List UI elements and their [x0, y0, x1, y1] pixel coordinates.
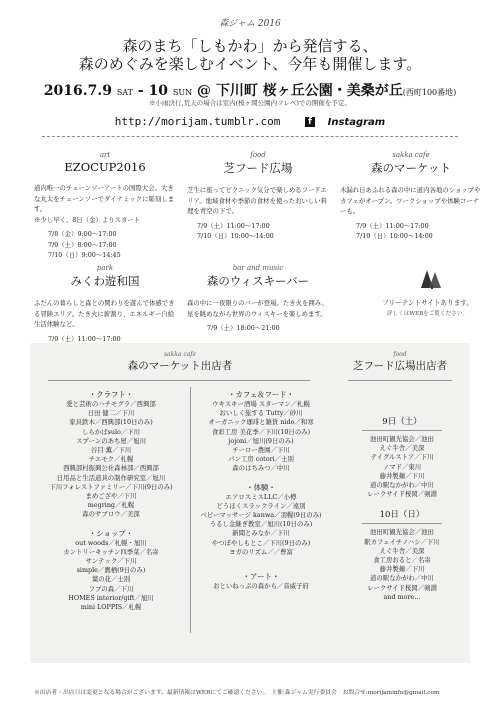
exhibitor-item: オーガニック珈琲と雑貨 nido／和寒 [208, 418, 314, 427]
exhibitor-item: 日用品と生活道具の制作研究室／旭川 [56, 473, 166, 482]
market-exhibitors-category: sakka cafe [163, 351, 197, 358]
exhibitor-item: やつぼやしもとこ／下川(9日のみ) [211, 538, 311, 547]
exhibitor-item: 家具鉄木／西興部(10日のみ) [69, 418, 153, 427]
craft-list [36, 400, 186, 520]
market-title-rule [48, 380, 310, 381]
section-title: みくわ遊和国 [70, 274, 140, 288]
date-sun: SUN [172, 88, 193, 97]
section-description: 芝生に座ってピクニック気分で楽しめるフードエリア。地域食材や季節の食材を使ったおいしい料理を青空の下で。 [187, 186, 328, 215]
day9-list [338, 435, 466, 499]
section-category: bar and music [232, 264, 284, 272]
day9-rule [362, 430, 442, 431]
footer-note: ※出店者・出店日は変更となる場合がございます。最新情報はWEBにてご確認ください。 主催:森ジャム実行委員会 お問合せ:morijaminfo@gmail.com [34, 690, 440, 696]
exhibitor-item: サンテック／下川 [85, 557, 137, 566]
free-tent-web: 詳しくはWEBをご覧ください。 [386, 311, 469, 317]
market-left-column [36, 389, 186, 612]
craft-heading: ・クラフト・ [88, 390, 134, 399]
date-main: 2016.7.9 [43, 83, 112, 99]
food-exhibitors-category: food [393, 351, 407, 358]
section-title: EZOCUP2016 [64, 160, 146, 174]
exhibitor-item: out woods／札幌・旭川 [75, 538, 147, 547]
cafe-heading: ・カフェ＆フード・ [228, 390, 294, 399]
exhibitor-item: mini LOPPIS／札幌 [80, 603, 142, 612]
section-times [34, 229, 176, 261]
exhibitor-item: megring／札幌 [87, 501, 135, 510]
exhibitor-item: 道の駅なかがわ／中川 [370, 574, 434, 583]
exhibitor-item: レークサイド桜岡／剣淵 [367, 583, 437, 592]
market-right-column [194, 389, 328, 591]
section-category: art [99, 151, 111, 159]
exhibitor-item: 日田 健二／下川 [87, 409, 135, 418]
exhibitor-item: HOMES interior/gift／旭川 [68, 593, 154, 602]
exhibitor-item: 食工房おると／名寄 [373, 556, 431, 565]
exhibitor-item: チーロー農園／下川 [232, 446, 290, 455]
food-title-rule [348, 380, 452, 381]
exhibitor-item: フブの森／下川 [88, 584, 134, 593]
art-list [194, 582, 328, 591]
column-divider [190, 387, 191, 633]
food-exhibitors-title: 芝フード広場出店者 [352, 360, 448, 372]
shop-list [36, 539, 186, 613]
exhibitor-item: 新聞とみなか／下川 [232, 529, 290, 538]
exhibitor-item: 駅カフェイチノハシ／下川 [364, 537, 440, 546]
website-link[interactable]: http://morijam.tumblr.com [114, 115, 281, 128]
exhibitor-item: 道の駅なかがわ／中川 [370, 481, 434, 490]
exhibitor-item: チエモク／札幌 [88, 455, 134, 464]
exhibitor-item: 池田町観光協会／池田 [370, 528, 434, 537]
headline-line-2: 森のめぐみを楽しむイベント、今年も開催します。 [78, 55, 422, 73]
market-exhibitors-title: 森のマーケット出店者 [127, 360, 233, 372]
section-park [34, 264, 176, 355]
exhibitor-item: スプーンのあち屋／旭川 [76, 436, 146, 445]
instagram-link[interactable]: Instagram [327, 117, 386, 128]
exhibitor-item: えぐ牛舎／美深 [379, 546, 425, 555]
exhibitor-item: 愛と芸術のハチモグラ／西興部 [66, 400, 156, 408]
exhibitor-item: 食彩工房 美花季／下川(10日のみ) [211, 427, 311, 436]
taiken-heading: ・体験・ [246, 482, 276, 492]
exhibitor-item: パン工房 cotori／士別 [228, 455, 294, 464]
section-art [34, 151, 176, 261]
exhibitors-panel [30, 343, 470, 663]
exhibitor-item: jojoni／旭川(9日のみ) [228, 436, 294, 445]
section-market [340, 151, 482, 242]
exhibitor-item: ノマド／東川 [382, 462, 422, 471]
exhibitor-item: 藤井製麺／下川 [379, 565, 425, 574]
time-row: 7/10（日）10:00～14:00 [197, 232, 274, 240]
exhibitor-item: レークサイド桜岡／剣淵 [367, 490, 437, 499]
free-tent-info [355, 297, 500, 317]
exhibitor-item: 下川フォレストファミリー／下川(9日のみ) [49, 482, 173, 491]
exhibitor-item: まめござや／下川 [85, 492, 137, 501]
time-row: 7/9（土）8:00～17:00 [48, 240, 117, 249]
event-brand: 森ジャム 2016 [219, 19, 281, 29]
section-title: 森のマーケット [371, 161, 451, 175]
exhibitor-item: 谷目 薫／下川 [90, 446, 132, 455]
art-heading: ・アート・ [242, 572, 280, 582]
section-description: 森の中に一夜限りのバーが登場。たき火を囲み、星を眺めながら世界のウィスキーを楽しめます。 [187, 299, 328, 318]
weather-note: ※小雨決行,荒天の場合は室内(桜ヶ岡公園内フレペ)での開催を予定。 [149, 99, 351, 107]
facebook-icon[interactable]: f [305, 117, 315, 127]
time-row: 7/10（日）9:00～14:45 [48, 251, 121, 259]
date-address: (西町100番地) [402, 88, 457, 97]
time-row: 7/8（金）9:00～17:00 [48, 230, 117, 238]
section-note: ※少し早く、8日（金）よりスタート [34, 215, 141, 224]
exhibitor-item: ヨガのリズム／／豊富 [229, 547, 293, 556]
headline-line-1: 森のまち「しもかわ」から発信する、 [122, 37, 378, 55]
date-sat: SAT [116, 88, 133, 97]
exhibitor-item: 森のサブロウ／美深 [82, 510, 140, 519]
tree-icon [420, 268, 444, 294]
taiken-list [194, 493, 328, 557]
time-row: 7/9（土）11:00～17:00 [197, 221, 270, 230]
day10-label: 10日（日） [379, 510, 425, 521]
web-links [0, 115, 500, 128]
event-date [0, 80, 500, 100]
day9-label: 9日（土） [382, 417, 422, 427]
exhibitor-item: えぐ牛舎／美深 [379, 444, 425, 453]
section-title: 森のウィスキーバー [206, 274, 310, 288]
day10-rule [362, 523, 442, 524]
section-description: 木漏れ日あふれる森の中に道内各地のショップやカフェがオープン。ワークショップや体験コーナーも。 [340, 186, 481, 215]
shop-heading: ・ショップ・ [88, 528, 134, 538]
exhibitor-item: simple／鷹栖(9日のみ) [76, 566, 146, 575]
section-times [340, 221, 482, 242]
section-bar [187, 264, 329, 334]
exhibitor-item: うるし金継ぎ教室／旭川(10日のみ) [209, 520, 313, 529]
section-category: sakka cafe [392, 151, 430, 159]
exhibitor-item: ウキスキー酒場 スターマン／札幌 [212, 400, 310, 408]
time-row: 7/9（土）11:00～17:00 [48, 334, 121, 343]
header-divider [42, 136, 458, 137]
section-category: park [96, 264, 114, 272]
cafe-list [194, 400, 328, 474]
date-sep: - 10 [132, 83, 169, 99]
section-times [187, 323, 329, 334]
date-place: @ 下川町 桜ヶ丘公園・美桑が丘 [192, 83, 403, 99]
time-row: 7/9（土）11:00～17:00 [356, 221, 429, 230]
exhibitor-item: カントリーキッチン四季菜／名寄 [63, 547, 159, 556]
food-exhibitors-column [338, 415, 466, 602]
exhibitor-item: and more... [383, 592, 421, 601]
section-times [187, 221, 329, 242]
section-description: ふだんの暮らしと森との関わりを遊んで体感できる冒険エリア。たき火に薪割り、エネルギー自給生活体験など。 [34, 299, 175, 328]
exhibitor-item: テイグルストア／下川 [370, 453, 434, 462]
food-exhibitors-header [330, 351, 470, 373]
time-row: 7/9（土）18:00～21:00 [207, 324, 280, 332]
section-category: food [250, 151, 266, 159]
exhibitor-item: しらかばsulo／下川 [81, 427, 141, 436]
exhibitor-item: 葉の花／士別 [91, 575, 131, 584]
day10-list [338, 528, 466, 602]
market-exhibitors-header [30, 351, 330, 373]
section-food [187, 151, 329, 242]
exhibitor-item: 藤井製麺／下川 [379, 471, 425, 480]
section-title: 芝フード広場 [223, 161, 293, 175]
section-description: 道内唯一のチェーンソーアートの国際大会。大きな丸太をチェーンソーでダイナミックに彫刻します。 [34, 184, 175, 213]
free-tent-line: フリーテントサイトあります。 [382, 299, 473, 307]
exhibitor-item: 西興部村振興公社森林部／西興部 [63, 464, 159, 473]
exhibitor-item: 池田町観光協会／池田 [370, 435, 434, 443]
exhibitor-item: どうほくスラックライン／遠別 [216, 501, 306, 510]
exhibitor-item: 森のはちみつ／中川 [232, 464, 290, 473]
exhibitor-item: エアロスミスLLC／小樽 [225, 492, 297, 501]
exhibitor-item: おといねっぷの森から／音威子府 [213, 582, 309, 591]
time-row: 7/10（日）10:00～14:00 [356, 232, 433, 240]
exhibitor-item: おいしく旅する Tutty／砂川 [219, 409, 303, 418]
exhibitor-item: ベビーマッサージ kanwa／羽幌(9日のみ) [200, 511, 322, 520]
